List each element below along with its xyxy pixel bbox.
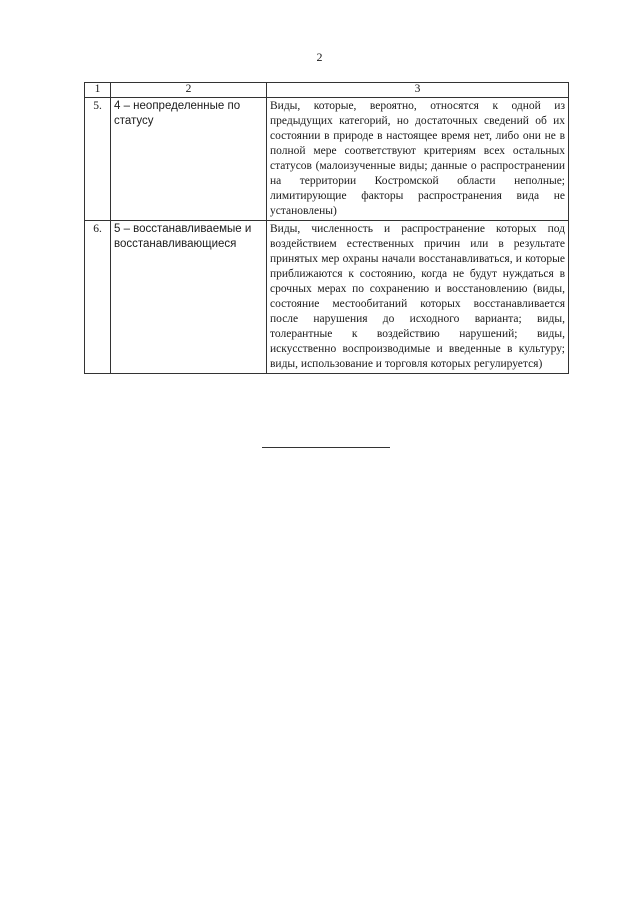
page-number: 2 bbox=[316, 50, 323, 64]
column-header-3: 3 bbox=[267, 83, 569, 98]
status-category: 4 – неопределенные по статусу bbox=[111, 98, 267, 221]
status-description: Виды, численность и распространение которых под воздействием естественных причин или в результате принятых мер охраны начали восстанавливаться, и которые приближаются к состоянию, когда не будут нуждаться в срочных мерах по сохранению и восстановлению (виды, состояние местообитаний которых восстанавливается после нарушения до исходного варианта; виды, толерантные к воздействию нарушений; виды, искусственно воспроизводимые и введенные в культуру; виды, использование и торговля которых регулируется) bbox=[267, 221, 569, 374]
end-of-document-rule bbox=[262, 447, 390, 448]
row-number: 5. bbox=[85, 98, 111, 221]
status-description: Виды, которые, вероятно, относятся к одной из предыдущих категорий, но достаточных сведений об их состоянии в природе в настоящее время нет, либо они не в полной мере соответствуют критериям всех остальных статусов (малоизученные виды; данные о распространении на территории Костромской области неполные; лимитирующие факторы распространения вида не установлены) bbox=[267, 98, 569, 221]
row-number: 6. bbox=[85, 221, 111, 374]
table-row bbox=[85, 221, 569, 374]
column-header-2: 2 bbox=[111, 83, 267, 98]
table-row bbox=[85, 98, 569, 221]
table-header-row bbox=[85, 83, 569, 98]
status-table bbox=[84, 82, 569, 374]
column-header-1: 1 bbox=[85, 83, 111, 98]
status-category: 5 – восстанавливаемые и восстанавливающиеся bbox=[111, 221, 267, 374]
